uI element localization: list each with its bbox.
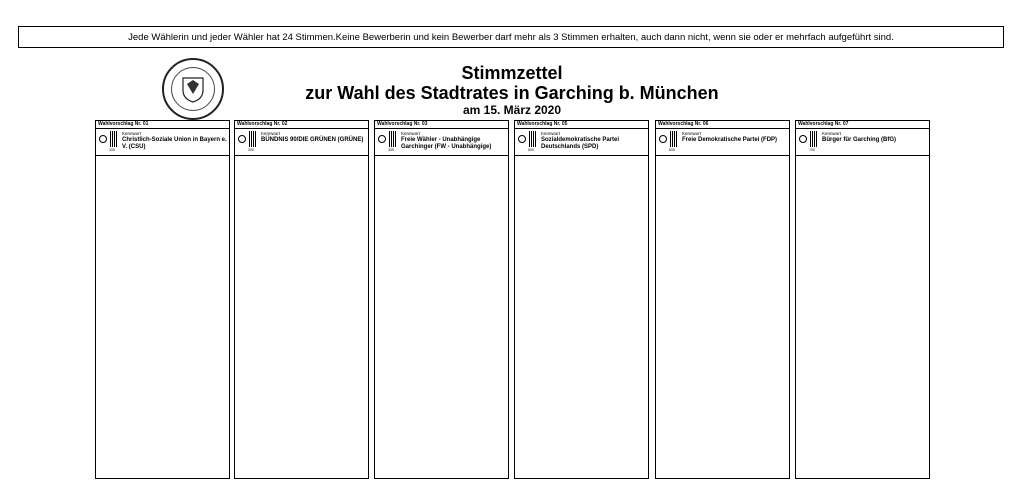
voting-notice: Jede Wählerin und jeder Wähler hat 24 Stimmen.Keine Bewerberin und kein Bewerber darf mehr als 3 Stimmen erhalten, auch dann nicht, wenn sie oder er mehrfach aufgeführt sind. <box>18 26 1004 48</box>
ballot-column <box>95 120 230 479</box>
proposal-number: Wahlvorschlag Nr. 06 <box>656 121 789 129</box>
party-header <box>96 129 229 156</box>
party-name: Freie Wähler - Unabhängige Garchinger (FW - Unabhängige) <box>401 137 492 150</box>
ballot-column <box>234 120 369 479</box>
party-vote-circle[interactable] <box>799 135 807 143</box>
party-code: 700 <box>809 148 815 152</box>
proposal-number: Wahlvorschlag Nr. 02 <box>235 121 368 129</box>
ballot-column <box>795 120 930 479</box>
barcode-icon <box>110 131 118 147</box>
barcode-icon <box>810 131 818 147</box>
ballot-subtitle: zur Wahl des Stadtrates in Garching b. München <box>305 83 719 103</box>
ballot-column <box>374 120 509 479</box>
party-vote-circle[interactable] <box>378 135 386 143</box>
ballot-date: am 15. März 2020 <box>462 103 562 117</box>
party-code: 500 <box>528 148 534 152</box>
party-vote-circle[interactable] <box>99 135 107 143</box>
barcode-icon <box>529 131 537 147</box>
party-name: BÜNDNIS 90/DIE GRÜNEN (GRÜNE) <box>261 137 364 143</box>
ballot-column <box>655 120 790 479</box>
proposal-number: Wahlvorschlag Nr. 07 <box>796 121 929 129</box>
keyword-label: Kennwort <box>122 131 142 136</box>
party-code: 100 <box>109 148 115 152</box>
keyword-label: Kennwort <box>682 131 702 136</box>
party-header <box>796 129 929 156</box>
barcode-icon <box>249 131 257 147</box>
party-header <box>515 129 648 156</box>
party-name: Bürger für Garching (BfG) <box>822 137 897 143</box>
party-code: 600 <box>669 148 675 152</box>
party-vote-circle[interactable] <box>238 135 246 143</box>
ballot-title: Stimmzettel <box>461 63 563 83</box>
party-code: 300 <box>388 148 394 152</box>
party-header <box>656 129 789 156</box>
barcode-icon <box>670 131 678 147</box>
ballot-column <box>514 120 649 479</box>
barcode-icon <box>389 131 397 147</box>
party-header <box>235 129 368 156</box>
party-header <box>375 129 508 156</box>
party-name: Freie Demokratische Partei (FDP) <box>682 137 778 143</box>
proposal-number: Wahlvorschlag Nr. 01 <box>96 121 229 129</box>
party-name: Christlich-Soziale Union in Bayern e. V. (CSU) <box>122 137 227 150</box>
proposal-number: Wahlvorschlag Nr. 03 <box>375 121 508 129</box>
keyword-label: Kennwort <box>541 131 561 136</box>
keyword-label: Kennwort <box>401 131 421 136</box>
party-code: 200 <box>248 148 254 152</box>
keyword-label: Kennwort <box>822 131 842 136</box>
proposal-number: Wahlvorschlag Nr. 05 <box>515 121 648 129</box>
keyword-label: Kennwort <box>261 131 281 136</box>
party-vote-circle[interactable] <box>518 135 526 143</box>
party-name: Sozialdemokratische Partei Deutschlands (SPD) <box>541 137 620 150</box>
party-vote-circle[interactable] <box>659 135 667 143</box>
